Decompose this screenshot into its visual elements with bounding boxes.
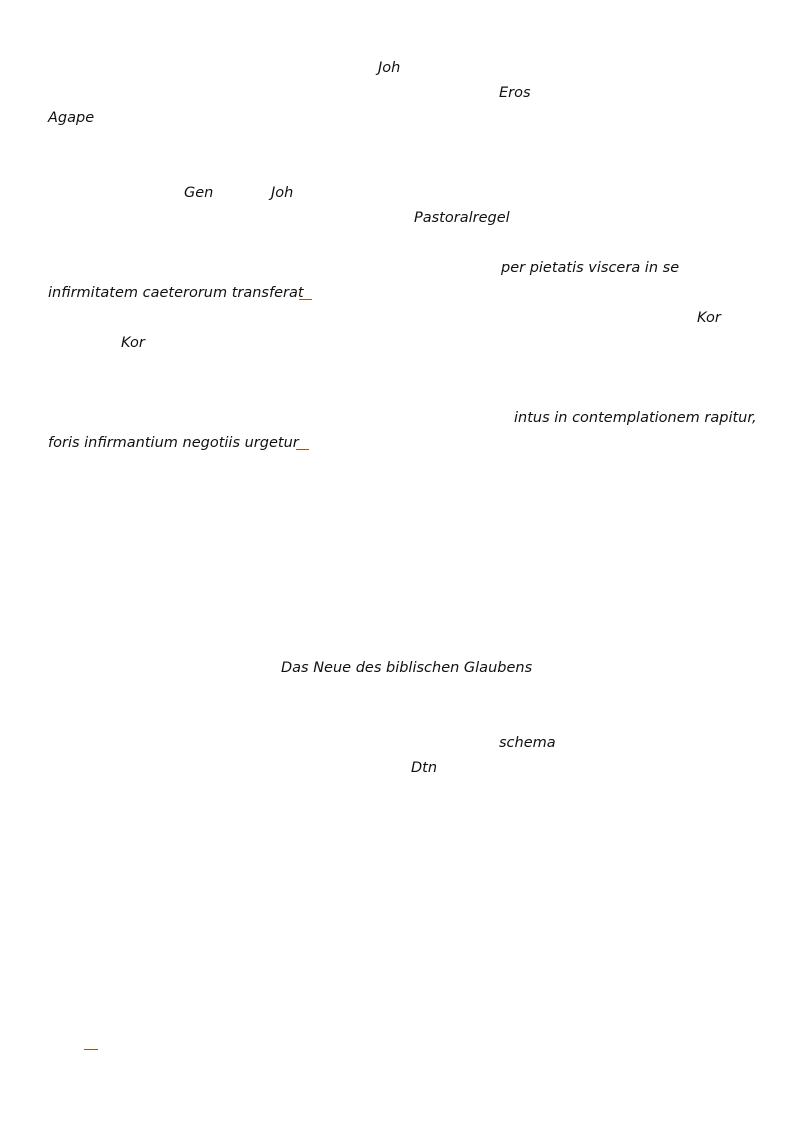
quote-infirmitatem: infirmitatem caeterorum transferat xyxy=(48,285,304,301)
footnote-marker-1[interactable] xyxy=(299,299,312,300)
term-agape: Agape xyxy=(48,110,95,126)
reference-kor-1: Kor xyxy=(697,310,721,326)
quote-foris: foris infirmantium negotiis urgetur xyxy=(48,435,299,451)
reference-dtn: Dtn xyxy=(411,760,438,776)
term-schema: schema xyxy=(499,735,556,751)
footnote-separator xyxy=(84,1049,98,1050)
reference-gen: Gen xyxy=(184,185,214,201)
reference-joh-1: Joh xyxy=(378,60,401,76)
quote-per-pietatis: per pietatis viscera in se xyxy=(501,260,680,276)
reference-kor-2: Kor xyxy=(121,335,145,351)
term-eros: Eros xyxy=(499,85,531,101)
reference-joh-2: Joh xyxy=(271,185,294,201)
footnote-marker-2[interactable] xyxy=(296,449,309,450)
title-pastoralregel: Pastoralregel xyxy=(414,210,510,226)
quote-intus: intus in contemplationem rapitur, xyxy=(514,410,757,426)
title-das-neue: Das Neue des biblischen Glaubens xyxy=(281,660,533,676)
